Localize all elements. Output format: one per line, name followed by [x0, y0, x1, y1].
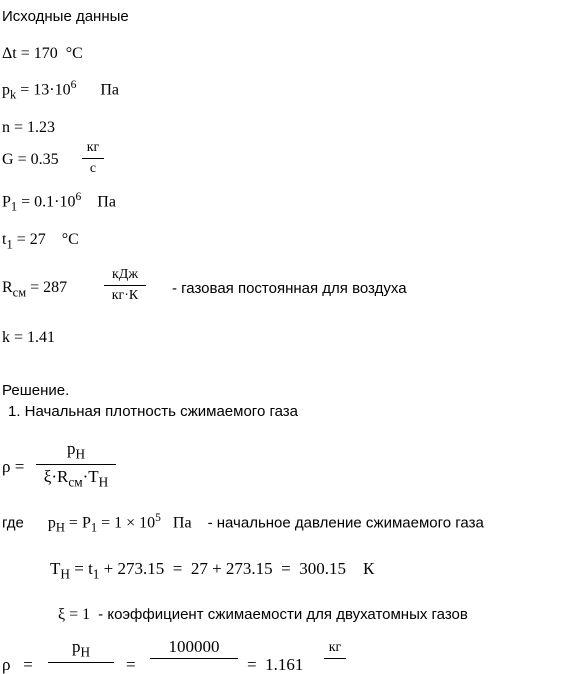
- k-line: k = 1.41: [2, 329, 56, 346]
- rcm-line: $R_{см} = 287$: [2, 279, 68, 300]
- th-calc: + 273.15 = 27 + 273.15 = 300.15: [103, 559, 347, 578]
- solution-title: Решение.: [2, 382, 70, 399]
- pk-value: 13·10: [33, 81, 71, 99]
- xi-note: - коэффициент сжимаемости для двухатомных газов: [98, 606, 468, 623]
- delta-t-symbol: Δt: [2, 45, 17, 62]
- p1-line: $P_1 = 0.1\cdot 10^6$ Па: [2, 191, 116, 214]
- xi-value: 1: [82, 606, 91, 623]
- delta-t-value: 170: [33, 45, 58, 62]
- rcm-value: 287: [43, 279, 68, 296]
- rho-unit-fraction: кг: [324, 641, 346, 662]
- p1-value: 0.1·10: [34, 193, 76, 211]
- ph-note: - начальное давление сжимаемого газа: [207, 514, 484, 532]
- g-unit-fraction: кг с: [82, 141, 104, 176]
- section-header: Исходные данные: [2, 8, 129, 25]
- where-label: где: [2, 514, 24, 532]
- pk-unit: Па: [100, 81, 120, 99]
- solution-item-1: 1. Начальная плотность сжимаемого газа: [8, 403, 298, 420]
- rho-formula-fraction: $p_H$ $\xi\cdot R_{см}\cdot T_H$: [36, 440, 116, 489]
- ph-value: 1 × 10: [114, 514, 156, 532]
- rho-calc-fraction-2: 100000: [150, 638, 238, 662]
- rho-formula-lhs: ρ =: [2, 457, 25, 476]
- k-value: 1.41: [27, 329, 56, 346]
- rcm-unit-fraction: кДж кг·К: [104, 268, 146, 303]
- rho-calc-lhs: ρ =: [2, 655, 33, 674]
- delta-t-unit: °C: [65, 45, 83, 62]
- n-line: n = 1.23: [2, 119, 56, 136]
- pk-line: $p_k = 13\cdot 10^6$ Па: [2, 79, 120, 102]
- g-line: G = 0.35: [2, 151, 59, 168]
- t1-line: $t_1 = 27$ °C: [2, 231, 79, 252]
- rho-calc-fraction-1: $p_H$: [48, 638, 114, 666]
- xi-line: ξ = 1 - коэффициент сжимаемости для двухатомных газов: [58, 606, 468, 623]
- n-value: 1.23: [27, 119, 56, 136]
- rho-result: = 1.161: [247, 655, 304, 674]
- where-ph-line: где $p_H = P_1 = 1 \times 10^5$ Па - начальное давление сжимаемого газа: [2, 512, 484, 535]
- th-line: $T_H = t_1 + 273.15 = 27 + 273.15 = 300.15$ К: [50, 559, 375, 582]
- rcm-note: - газовая постоянная для воздуха: [172, 280, 407, 297]
- t1-value: 27: [29, 231, 46, 248]
- g-value: 0.35: [30, 151, 59, 168]
- delta-t-line: Δt = 170 °C: [2, 45, 83, 62]
